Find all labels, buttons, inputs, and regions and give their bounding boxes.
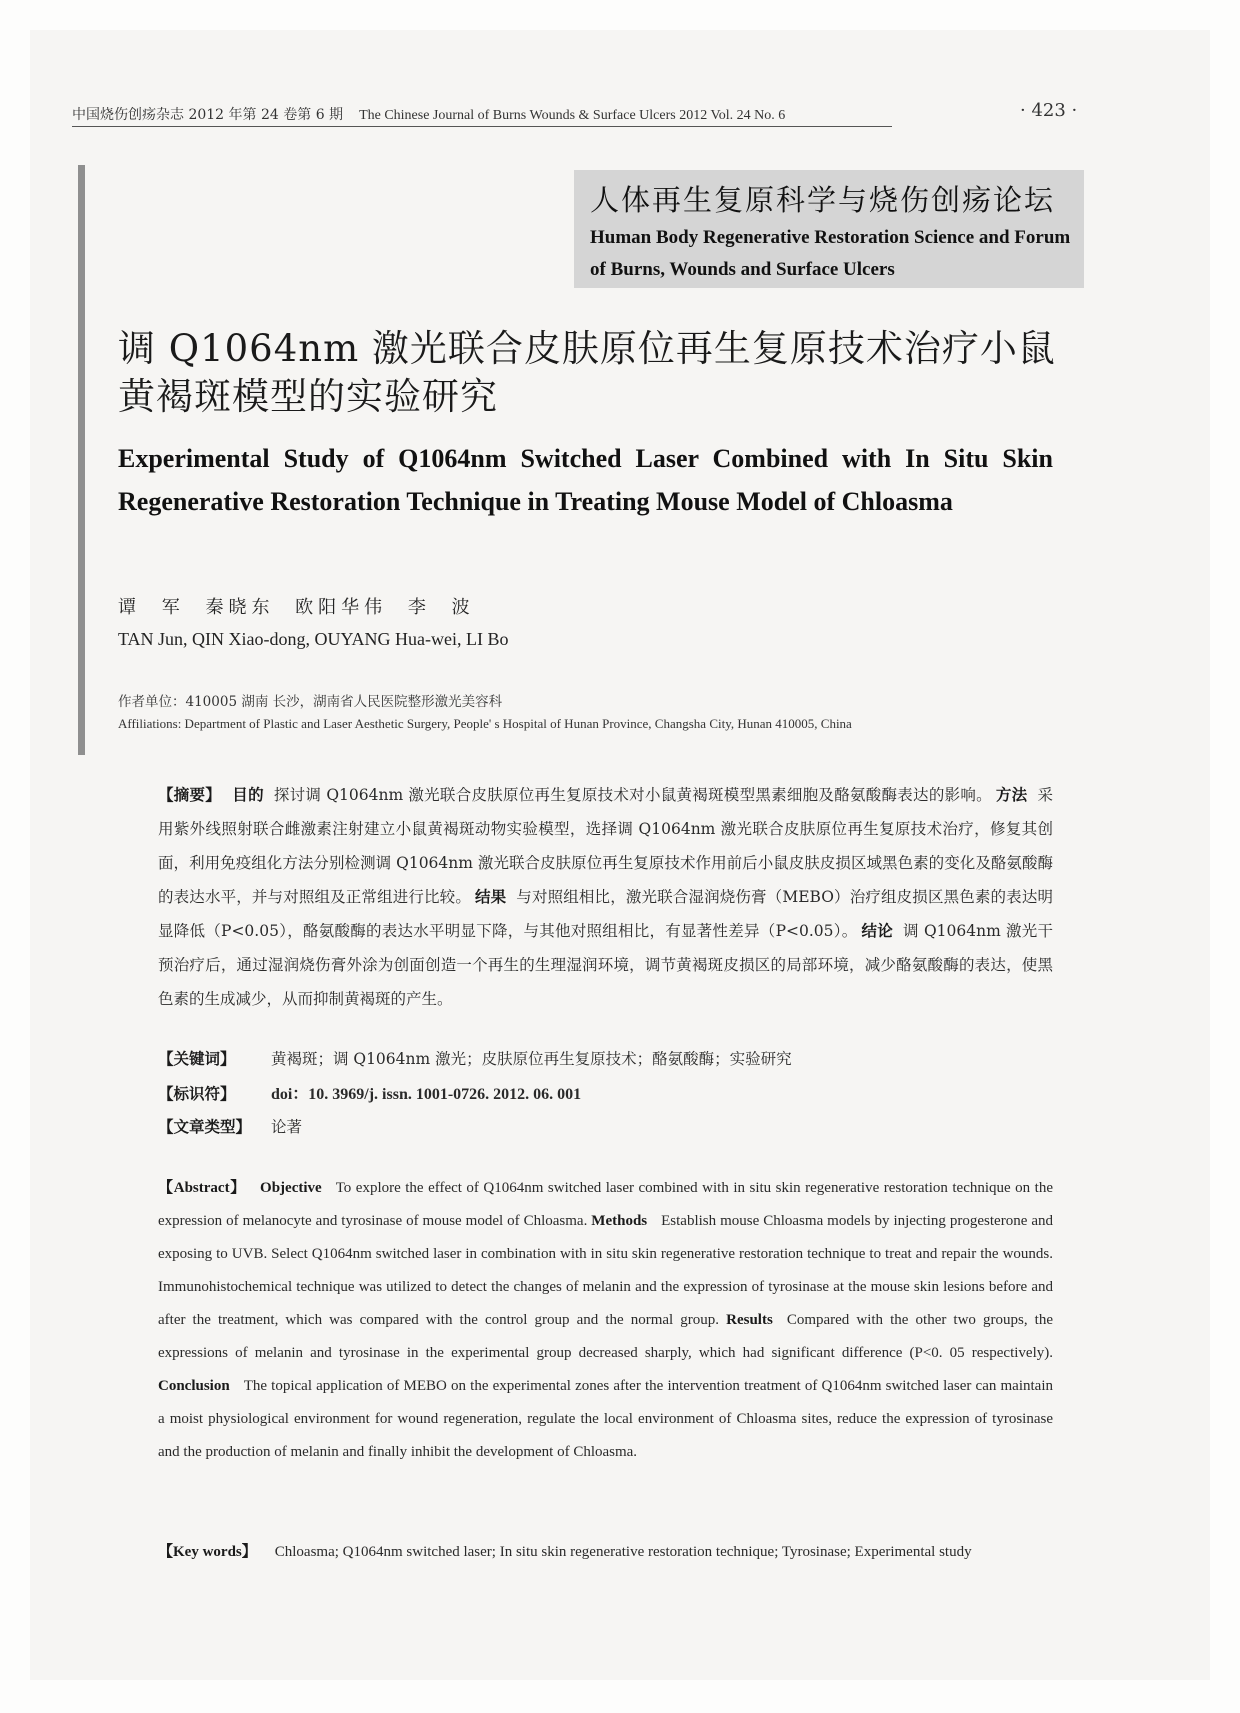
article-title-zh: 调 Q1064nm 激光联合皮肤原位再生复原技术治疗小鼠黄褐斑模型的实验研究 (118, 327, 1056, 418)
authors-en: TAN Jun, QIN Xiao-dong, OUYANG Hua-wei, LI Bo (118, 629, 509, 649)
objective-text-zh: 探讨调 Q1064nm 激光联合皮肤原位再生复原技术对小鼠黄褐斑模型黑素细胞及酪氨酸酶表达的影响。 (273, 786, 992, 804)
header-rule (72, 126, 892, 127)
keywords-zh-label: 【关键词】 (158, 1049, 236, 1068)
keywords-en-label: 【Key words】 (158, 1544, 257, 1560)
journal-name-en: The Chinese Journal of Burns Wounds & Surface Ulcers 2012 Vol. 24 No. 6 (359, 108, 786, 123)
results-text-en: Compared with the other two groups, the expressions of melanin and tyrosinase in the experimental group decreased sharply, which had significant difference (P<0. 05 respectively). (158, 1312, 1053, 1361)
column-title-zh: 人体再生复原科学与烧伤创疡论坛 (590, 183, 1056, 217)
methods-label-zh: 方法 (995, 785, 1028, 804)
doi-label: 【标识符】 (158, 1084, 236, 1103)
article-type-row (158, 1115, 1058, 1137)
keywords-zh: 黄褐斑；调 Q1064nm 激光；皮肤原位再生复原技术；酪氨酸酶；实验研究 (270, 1050, 792, 1068)
running-header (72, 104, 1072, 124)
doi: doi：10. 3969/j. issn. 1001-0726. 2012. 06. 001 (270, 1086, 582, 1103)
conclusion-label-en: Conclusion (158, 1378, 230, 1394)
results-text-zh: 与对照组相比，激光联合湿润烧伤膏（MEBO）治疗组皮损区黑色素的表达明显降低（P<0.05），酪氨酸酶的表达水平明显下降，与其他对照组相比，有显著性差异（P<0.05）。 (158, 888, 1053, 940)
methods-text-zh: 采用紫外线照射联合雌激素注射建立小鼠黄褐斑动物实验模型，选择调 Q1064nm 激光联合皮肤原位再生复原技术治疗，修复其创面，利用免疫组化方法分别检测调 Q1064nm 激光联合皮肤原位再生复原技术作用前后小鼠皮肤皮损区域黑色素的变化及酪氨酸酶的表达水平，并与对照组及正常组进行比较。 (158, 786, 1053, 906)
abstract-en-label: 【Abstract】 (158, 1180, 247, 1196)
doi-row (158, 1081, 1058, 1104)
conclusion-label-zh: 结论 (861, 921, 894, 940)
journal-name-zh: 中国烧伤创疡杂志 2012 年第 24 卷第 6 期 (72, 107, 344, 123)
margin-bar (78, 165, 85, 755)
article-type: 论著 (270, 1118, 302, 1136)
results-label-zh: 结果 (474, 887, 507, 906)
article-title-en: Experimental Study of Q1064nm Switched Laser Combined with In Situ Skin Regenerative Restoration Technique in Treating Mouse Model of Chloasma (118, 444, 1053, 516)
keywords-zh-row (158, 1047, 1058, 1069)
article-type-label: 【文章类型】 (158, 1117, 252, 1136)
abstract-zh-label: 【摘要】 (158, 785, 222, 804)
objective-label-zh: 目的 (232, 785, 264, 804)
methods-label-en: Methods (591, 1213, 648, 1229)
abstract-zh (118, 778, 1053, 1016)
objective-text-en: To explore the effect of Q1064nm switched laser combined with in situ skin regenerative restoration technique on the expression of melanocyte and tyrosinase of mouse model of Chloasma. (158, 1180, 1053, 1229)
results-label-en: Results (726, 1312, 773, 1328)
affiliation-en: Affiliations: Department of Plastic and Laser Aesthetic Surgery, People' s Hospital of Hunan Province, Changsha City, Hunan 410005, China (118, 716, 852, 731)
affiliation-zh: 作者单位：410005 湖南 长沙，湖南省人民医院整形激光美容科 (118, 694, 503, 710)
column-banner (574, 170, 1084, 288)
authors-zh: 谭 军 秦晓东 欧阳华伟 李 波 (118, 597, 475, 618)
conclusion-text-zh: 调 Q1064nm 激光干预治疗后，通过湿润烧伤膏外涂为创面创造一个再生的生理湿润环境，调节黄褐斑皮损区的局部环境，减少酪氨酸酶的表达，使黑色素的生成减少，从而抑制黄褐斑的产生。 (158, 922, 1053, 1008)
keywords-en-text: Chloasma; Q1064nm switched laser; In situ skin regenerative restoration technique; Tyrosinase; Experimental study (274, 1544, 972, 1560)
column-title-en: Human Body Regenerative Restoration Science and Forum of Burns, Wounds and Surface Ulcers (590, 227, 1071, 280)
objective-label-en: Objective (260, 1180, 322, 1196)
methods-text-en: Establish mouse Chloasma models by injecting progesterone and exposing to UVB. Select Q1064nm switched laser in combination with in situ skin regenerative restoration technique to treat and repair the wounds. Immunohistochemical technique was utilized to detect the changes of melanin and the expression of tyrosinase at the mouse skin lesions before and after the treatment, which was compared with the control group and the normal group. (158, 1213, 1053, 1328)
conclusion-text-en: The topical application of MEBO on the experimental zones after the intervention treatment of Q1064nm switched laser can maintain a moist physiological environment for wound regeneration, regulate the local environment of Chloasma sites, reduce the expression of tyrosinase and the production of melanin and finally inhibit the development of Chloasma. (158, 1378, 1053, 1460)
abstract-en (118, 1172, 1053, 1469)
page-number: · 423 · (1020, 100, 1078, 121)
keywords-en (118, 1536, 1053, 1569)
